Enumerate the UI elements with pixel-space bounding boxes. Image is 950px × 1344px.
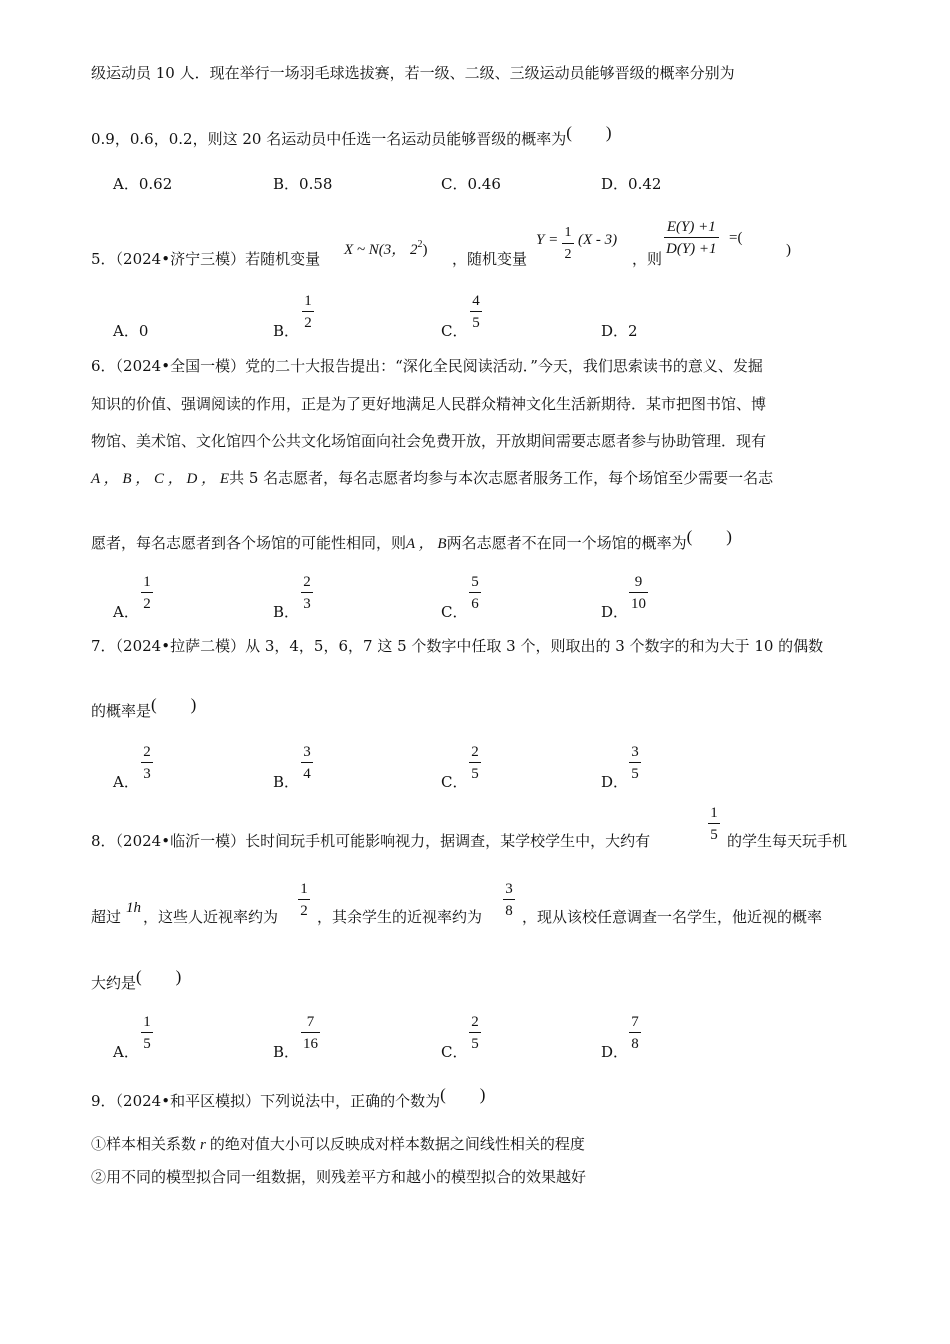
q5-option-d: D．2	[601, 322, 638, 340]
q5-close: )	[786, 242, 791, 258]
q5-opt-c-den: 5	[472, 315, 480, 331]
q7-option-c-fraction	[469, 743, 481, 783]
q5-opt-c-num: 4	[472, 293, 480, 309]
q7-a-den: 3	[143, 766, 151, 782]
q7-c-num: 2	[471, 744, 479, 760]
q5-mid: ，随机变量	[452, 250, 528, 268]
q8-option-b-fraction	[301, 1013, 320, 1053]
q8-line2-b: ，这些人近视率约为	[143, 908, 279, 926]
q4-option-a: A．0.62	[113, 175, 173, 193]
q6-option-a: A．	[113, 603, 139, 621]
q8-option-b: B．	[273, 1043, 300, 1061]
q9-paren: ( )	[440, 1085, 486, 1104]
q4-option-d: D．0.42	[601, 175, 662, 193]
q4-line2-text: 0.9，0.6，0.2，则这 20 名运动员中任选一名运动员能够晋级的概率为	[91, 130, 567, 148]
q4-paren: ( )	[566, 123, 612, 142]
q6-d-num: 9	[634, 574, 643, 590]
q5-y-fraction	[562, 224, 574, 264]
q5-opt-b-den: 2	[304, 315, 312, 331]
q7-line2	[91, 695, 197, 722]
q5-x-sup: 2	[417, 239, 423, 250]
q6-line5-vars: A ， B	[406, 536, 447, 552]
q5-opt-b-num: 1	[304, 293, 312, 309]
q7-option-a-fraction	[141, 743, 153, 783]
q6-a-num: 1	[143, 574, 151, 590]
q8-l2f1-den: 2	[300, 903, 308, 919]
q6-line3: 物馆、美术馆、文化馆四个公共文化场馆面向社会免费开放，开放期间需要志愿者参与协助管理．现有	[91, 432, 767, 450]
q6-d-den: 10	[631, 596, 646, 612]
q7-b-den: 4	[303, 766, 311, 782]
q9-item1-a: ①样本相关系数	[91, 1135, 197, 1153]
q6-paren: ( )	[686, 527, 732, 546]
q7-b-num: 3	[303, 744, 311, 760]
q5-option-b-fraction	[302, 292, 314, 332]
q5-y-num: 1	[564, 225, 572, 240]
q8-l1-den: 5	[710, 827, 718, 843]
q7-line2-text: 的概率是	[91, 702, 152, 720]
q5-ratio-den: D(Y) +1	[666, 241, 717, 257]
q5-option-a: A．0	[113, 322, 149, 340]
q8-l2f2-num: 3	[505, 881, 513, 897]
q5-x-distribution	[344, 238, 428, 259]
q8-line2-h: 1h	[126, 900, 141, 916]
q8-c-num: 2	[471, 1014, 479, 1030]
q8-l2f1-num: 1	[300, 881, 308, 897]
q6-line5	[91, 527, 732, 555]
q4-option-b: B．0.58	[273, 175, 333, 193]
q7-d-den: 5	[631, 766, 639, 782]
q8-option-c-fraction	[469, 1013, 481, 1053]
q6-line2: 知识的价值、强调阅读的作用，正是为了更好地满足人民群众精神文化生活新期待．某市把图书馆、博	[91, 395, 767, 413]
q7-option-b-fraction	[301, 743, 313, 783]
q8-line2-a: 超过	[91, 908, 122, 926]
q6-line5-b: 两名志愿者不在同一个场馆的概率为	[446, 534, 687, 552]
q6-c-num: 5	[471, 574, 479, 590]
q7-option-d-fraction	[629, 743, 641, 783]
q8-line2-c: ，其余学生的近视率约为	[317, 908, 483, 926]
q7-paren: ( )	[151, 695, 197, 714]
q5-y-den: 2	[564, 247, 572, 262]
q5-prefix: 5．（2024•济宁三模）若随机变量	[91, 250, 321, 268]
q6-line4	[91, 467, 773, 490]
q8-option-a: A．	[113, 1043, 139, 1061]
q7-option-b: B．	[273, 773, 300, 791]
q6-option-d: D．	[601, 603, 629, 621]
q5-y-rhs: (X - 3)	[578, 232, 618, 248]
q6-option-b-fraction	[301, 573, 313, 613]
q6-b-num: 2	[303, 574, 311, 590]
q8-line3-text: 大约是	[91, 974, 137, 992]
q8-option-a-fraction	[141, 1013, 153, 1053]
q6-line4-rest: 共 5 名志愿者，每名志愿者均参与本次志愿者服务工作，每个场馆至少需要一名志	[229, 469, 774, 487]
q5-ratio-fraction	[664, 218, 719, 258]
q7-a-num: 2	[143, 744, 151, 760]
q6-line1: 6．（2024•全国一模）党的二十大报告提出：“深化全民阅读活动．”今天，我们思索读书的意义、发掘	[91, 357, 763, 375]
q7-option-c: C．	[441, 773, 468, 791]
q8-l1-num: 1	[710, 805, 718, 821]
q5-ratio-num: E(Y) +1	[666, 219, 716, 235]
q8-d-den: 8	[631, 1036, 639, 1052]
q6-option-d-fraction	[629, 573, 648, 613]
q8-b-num: 7	[306, 1014, 315, 1030]
q8-c-den: 5	[471, 1036, 479, 1052]
q8-b-den: 16	[303, 1036, 318, 1052]
q5-option-c-fraction	[470, 292, 482, 332]
q6-option-b: B．	[273, 603, 300, 621]
q8-line1-a: 8．（2024•临沂一模）长时间玩手机可能影响视力，据调查，某学校学生中，大约有	[91, 832, 651, 850]
q6-option-c-fraction	[469, 573, 481, 613]
q8-option-d-fraction	[629, 1013, 641, 1053]
q9-item1-b: 的绝对值大小可以反映成对样本数据之间线性相关的程度	[209, 1135, 585, 1153]
q7-c-den: 5	[471, 766, 479, 782]
q8-line2-fraction1	[298, 880, 310, 920]
q4-option-c: C．0.46	[441, 175, 501, 193]
q5-then: ，则	[632, 250, 663, 268]
q5-x-dist-text: X ~ N(3， 2	[344, 242, 418, 258]
q5-x-close: )	[422, 242, 428, 258]
q8-a-num: 1	[143, 1014, 151, 1030]
q7-option-a: A．	[113, 773, 139, 791]
q8-a-den: 5	[143, 1036, 151, 1052]
q5-y-lhs: Y =	[536, 232, 559, 248]
q4-line2	[91, 123, 612, 150]
q5-option-c: C．	[441, 322, 468, 340]
q9-item2: ②用不同的模型拟合同一组数据，则残差平方和越小的模型拟合的效果越好	[91, 1168, 587, 1186]
q6-option-a-fraction	[141, 573, 153, 613]
q6-option-c: C．	[441, 603, 468, 621]
q8-line1-b: 的学生每天玩手机	[727, 832, 848, 850]
q6-c-den: 6	[471, 596, 479, 612]
q8-option-c: C．	[441, 1043, 468, 1061]
q8-option-d: D．	[601, 1043, 629, 1061]
q5-eq: =(	[729, 230, 743, 246]
q9-item1	[91, 1133, 585, 1156]
q7-line1: 7．（2024•拉萨二模）从 3，4，5，6，7 这 5 个数字中任取 3 个，则取出的 3 个数字的和为大于 10 的偶数	[91, 637, 824, 655]
q7-option-d: D．	[601, 773, 629, 791]
q8-l2f2-den: 8	[505, 903, 513, 919]
q6-line4-vars: A ， B ， C ， D ， E	[91, 471, 230, 487]
q6-a-den: 2	[143, 596, 151, 612]
q6-line5-a: 愿者，每名志愿者到各个场馆的可能性相同，则	[91, 534, 407, 552]
q8-d-num: 7	[631, 1014, 639, 1030]
q5-option-b: B．	[273, 322, 300, 340]
q8-line1-fraction	[708, 804, 720, 844]
q8-paren: ( )	[136, 967, 182, 986]
q8-line2-fraction2	[503, 880, 515, 920]
q8-line3	[91, 967, 182, 994]
q4-line1: 级运动员 10 人．现在举行一场羽毛球选拔赛，若一级、二级、三级运动员能够晋级的概率分别为	[91, 64, 735, 82]
q8-line2-d: ，现从该校任意调查一名学生，他近视的概率	[522, 908, 823, 926]
q9-line1	[91, 1085, 486, 1112]
q6-b-den: 3	[303, 596, 311, 612]
q7-d-num: 3	[631, 744, 639, 760]
q9-line1-text: 9．（2024•和平区模拟）下列说法中，正确的个数为	[91, 1092, 441, 1110]
q9-item1-r: r	[200, 1137, 206, 1153]
